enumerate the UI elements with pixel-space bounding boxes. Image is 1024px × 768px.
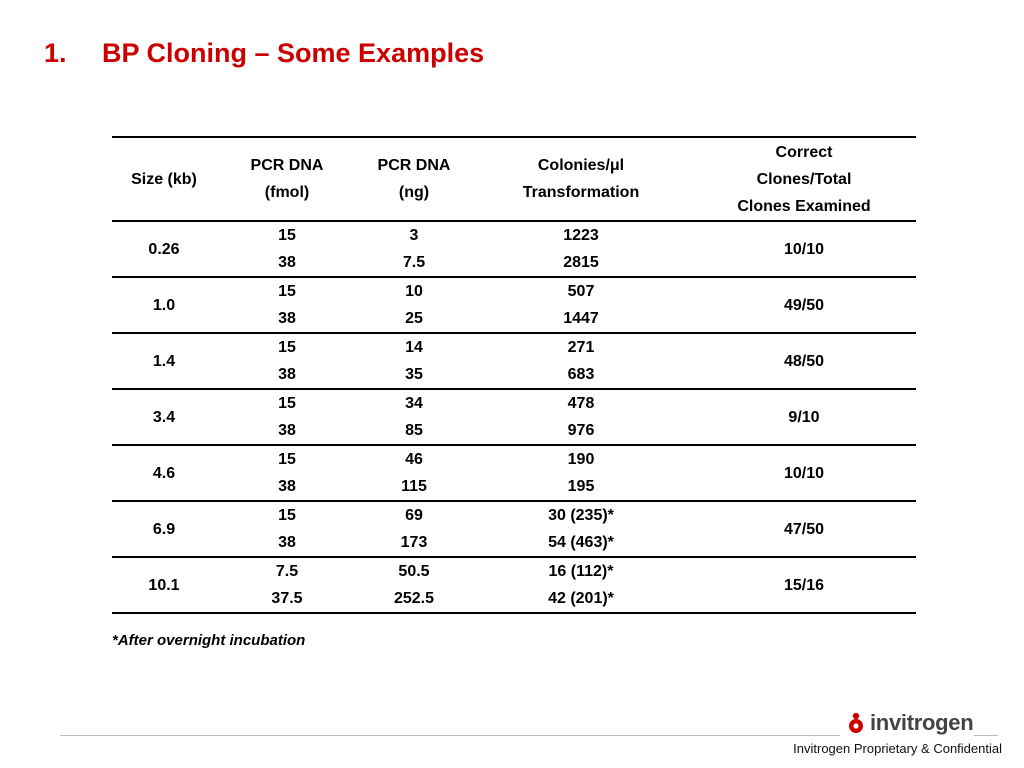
cell-pcr-fmol-value-2: 37.5 — [271, 590, 303, 607]
results-table — [112, 136, 916, 614]
cell-pcr-fmol-value-1: 15 — [278, 339, 296, 356]
cell-size — [112, 516, 216, 543]
cell-correct-clones — [692, 236, 916, 263]
cell-pcr-ng-value-1: 69 — [405, 507, 423, 524]
cell-correct-clones — [692, 292, 916, 319]
cell-pcr-fmol-value-1: 15 — [278, 395, 296, 412]
footnote: *After overnight incubation — [112, 632, 306, 649]
cell-correct-clones-value: 10/10 — [783, 240, 825, 258]
cell-size-value: 1.0 — [152, 296, 176, 314]
cell-pcr-ng-value-1: 10 — [405, 283, 423, 300]
cell-pcr-ng — [358, 390, 470, 444]
cell-correct-clones-value: 48/50 — [783, 352, 825, 370]
cell-colonies-value-2: 683 — [567, 366, 595, 383]
header-pcr-ng-line2: (ng) — [398, 184, 430, 201]
cell-pcr-fmol — [216, 558, 358, 612]
header-colonies — [470, 152, 692, 206]
cell-colonies-value-2: 976 — [567, 422, 595, 439]
header-size-text: Size (kb) — [131, 170, 197, 188]
cell-pcr-fmol-value-2: 38 — [278, 478, 296, 495]
cell-size-value: 0.26 — [148, 240, 180, 258]
cell-correct-clones-value: 15/16 — [783, 576, 825, 594]
cell-pcr-ng — [358, 502, 470, 556]
title-text: BP Cloning – Some Examples — [102, 38, 485, 68]
cell-pcr-ng-value-2: 252.5 — [393, 590, 435, 607]
brand-wordmark: invitrogen — [870, 710, 974, 735]
cell-size — [112, 572, 216, 599]
cell-size-value: 10.1 — [148, 576, 180, 594]
table-body — [112, 222, 916, 614]
cell-pcr-fmol-value-2: 38 — [278, 534, 296, 551]
cell-pcr-fmol-value-2: 38 — [278, 366, 296, 383]
cell-pcr-ng-value-2: 85 — [405, 422, 423, 439]
cell-pcr-ng-value-2: 115 — [401, 478, 427, 495]
table-row — [112, 222, 916, 276]
table-row — [112, 334, 916, 388]
cell-colonies-value-2: 2815 — [563, 254, 599, 271]
header-correct-line3: Clones Examined — [737, 197, 871, 215]
header-correct-clones — [692, 139, 916, 220]
cell-pcr-ng-value-2: 7.5 — [402, 254, 426, 271]
cell-correct-clones — [692, 348, 916, 375]
cell-size — [112, 404, 216, 431]
header-correct-line2: Clones/Total — [756, 170, 852, 188]
table-row — [112, 278, 916, 332]
header-size — [112, 166, 216, 193]
cell-correct-clones — [692, 572, 916, 599]
slide-title — [44, 38, 484, 69]
cell-colonies — [470, 502, 692, 556]
table-row — [112, 558, 916, 612]
cell-colonies-value-1: 16 (112)* — [548, 563, 614, 580]
cell-colonies — [470, 390, 692, 444]
cell-pcr-ng-value-1: 50.5 — [398, 563, 430, 580]
cell-pcr-fmol-value-2: 38 — [278, 254, 296, 271]
invitrogen-logo-icon — [846, 712, 866, 734]
table-row — [112, 390, 916, 444]
cell-colonies-value-1: 190 — [567, 451, 595, 468]
footer-divider — [60, 735, 840, 736]
cell-pcr-ng — [358, 446, 470, 500]
cell-pcr-fmol — [216, 334, 358, 388]
cell-pcr-ng-value-1: 3 — [409, 227, 419, 244]
table-row — [112, 502, 916, 556]
cell-colonies — [470, 446, 692, 500]
cell-pcr-ng-value-1: 14 — [405, 339, 423, 356]
header-pcr-fmol-line2: (fmol) — [264, 184, 310, 201]
table-row-rule — [112, 612, 916, 614]
cell-pcr-fmol-value-2: 38 — [278, 422, 296, 439]
cell-pcr-ng-value-1: 46 — [405, 451, 423, 468]
cell-pcr-fmol-value-1: 15 — [278, 451, 296, 468]
cell-pcr-ng — [358, 334, 470, 388]
cell-colonies-value-1: 30 (235)* — [548, 507, 614, 524]
cell-colonies — [470, 222, 692, 276]
title-number: 1. — [44, 38, 67, 68]
cell-size-value: 6.9 — [152, 520, 176, 538]
cell-pcr-fmol — [216, 278, 358, 332]
cell-pcr-ng-value-1: 34 — [405, 395, 423, 412]
header-colonies-line1: Colonies/μl — [537, 157, 625, 174]
cell-pcr-ng-value-2: 35 — [405, 366, 423, 383]
cell-correct-clones — [692, 516, 916, 543]
cell-pcr-fmol — [216, 446, 358, 500]
cell-size-value: 3.4 — [152, 408, 176, 426]
cell-pcr-fmol-value-1: 15 — [278, 507, 296, 524]
cell-correct-clones-value: 10/10 — [783, 464, 825, 482]
cell-colonies-value-2: 42 (201)* — [548, 590, 614, 607]
cell-size-value: 4.6 — [152, 464, 176, 482]
cell-pcr-fmol — [216, 502, 358, 556]
header-pcr-fmol — [216, 152, 358, 206]
table-row — [112, 446, 916, 500]
cell-pcr-ng — [358, 278, 470, 332]
cell-size — [112, 236, 216, 263]
header-correct-line1: Correct — [775, 143, 833, 161]
cell-pcr-fmol — [216, 222, 358, 276]
confidential-note: Invitrogen Proprietary & Confidential — [793, 741, 1002, 756]
cell-colonies-value-1: 271 — [567, 339, 595, 356]
cell-pcr-fmol-value-2: 38 — [278, 310, 296, 327]
cell-size — [112, 460, 216, 487]
cell-pcr-fmol-value-1: 15 — [278, 227, 296, 244]
invitrogen-logo — [846, 710, 973, 736]
cell-colonies — [470, 334, 692, 388]
cell-colonies — [470, 278, 692, 332]
cell-correct-clones-value: 47/50 — [783, 520, 825, 538]
cell-pcr-fmol-value-1: 15 — [278, 283, 296, 300]
cell-colonies-value-2: 54 (463)* — [548, 534, 614, 551]
cell-colonies-value-1: 507 — [567, 283, 595, 300]
header-colonies-line2: Transformation — [522, 184, 640, 201]
cell-colonies-value-1: 478 — [567, 395, 595, 412]
header-pcr-fmol-line1: PCR DNA — [250, 157, 324, 174]
cell-colonies-value-2: 195 — [567, 478, 595, 495]
cell-correct-clones-value: 49/50 — [783, 296, 825, 314]
cell-pcr-ng — [358, 222, 470, 276]
cell-pcr-ng — [358, 558, 470, 612]
cell-colonies-value-1: 1223 — [563, 227, 599, 244]
cell-pcr-ng-value-2: 25 — [405, 310, 423, 327]
cell-pcr-fmol-value-1: 7.5 — [275, 563, 299, 580]
cell-correct-clones — [692, 460, 916, 487]
footer-divider-right — [974, 735, 998, 736]
cell-size — [112, 348, 216, 375]
cell-correct-clones-value: 9/10 — [788, 408, 820, 426]
header-pcr-ng-line1: PCR DNA — [377, 157, 451, 174]
cell-pcr-fmol — [216, 390, 358, 444]
cell-size-value: 1.4 — [152, 352, 176, 370]
cell-colonies — [470, 558, 692, 612]
cell-pcr-ng-value-2: 173 — [400, 534, 428, 551]
cell-size — [112, 292, 216, 319]
table-header-row — [112, 138, 916, 220]
cell-colonies-value-2: 1447 — [563, 310, 599, 327]
header-pcr-ng — [358, 152, 470, 206]
cell-correct-clones — [692, 404, 916, 431]
